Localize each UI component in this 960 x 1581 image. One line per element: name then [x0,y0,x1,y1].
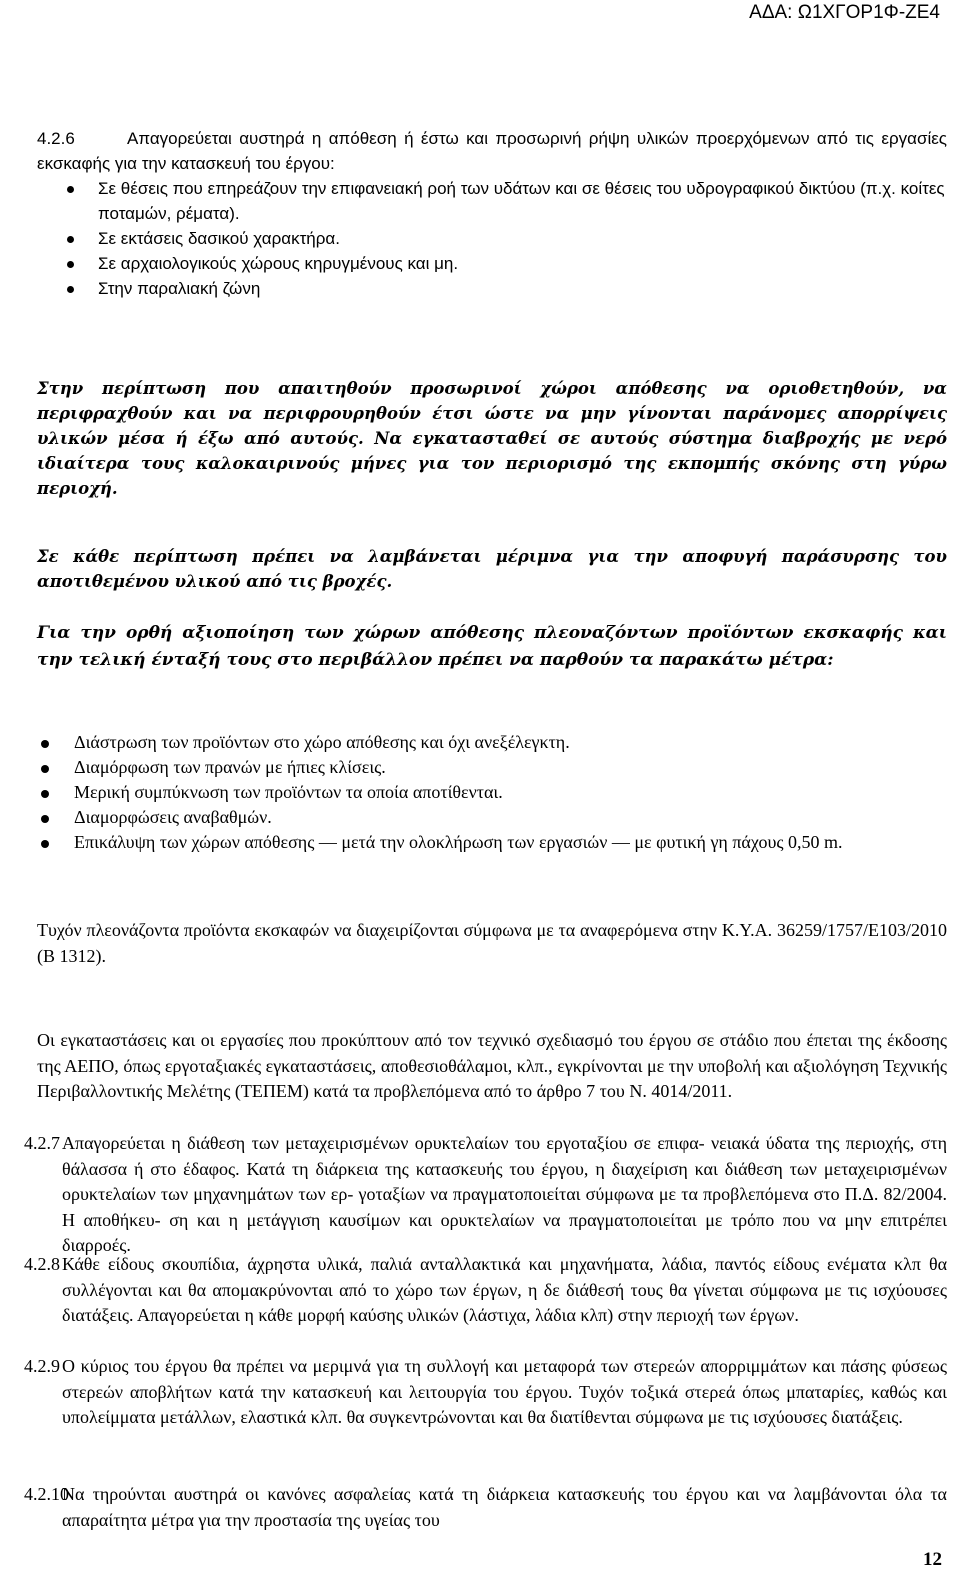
installations-paragraph: Οι εγκαταστάσεις και οι εργασίες που προκύπτουν από τον τεχνικό σχεδιασμό του έργου σε στάδιο που έπεται της έκδοσης της ΑΕΠΟ, όπως εργοταξιακές εγκαταστάσεις, αποθεσιοθάλαμοι, κλπ., εγκρίνονται με την υποβολή και αξιολόγηση Τεχνικής Περιβαλλοντικής Μελέτης (ΤΕΠΕΜ) κατά τα προβλεπόμενα από το άρθρο 7 του Ν. 4014/2011. [37,1030,947,1101]
section-number: 4.2.6 [37,129,75,148]
list-item: Διαμόρφωση των πρανών με ήπιες κλίσεις. [37,755,947,780]
section-4-2-8 [24,1252,947,1329]
section-text: Κάθε είδους σκουπίδια, άχρηστα υλικά, παλιά ανταλλακτικά και μηχανήματα, λάδια, παντός είδους ενέματα κλπ θα συλλέγονται και θα απομακρύνονται από το χώρο των έργων, η δε διάθεσή τους θα γίνεται σύμφωνα με τις ισχύουσες διατάξεις. Απαγορεύεται η κάθε μορφή καύσης υλικών (λάστιχα, λάδια κλπ) στην περιοχή των έργων. [62,1254,947,1325]
temporary-disposal-paragraph: Στην περίπτωση που απαιτηθούν προσωρινοί χώροι απόθεσης να οριοθετηθούν, να περιφραχθούν και να περιφρουρηθούν έτσι ώστε να μην γίνονται παράνομες απορρίψεις υλικών μέσα ή έξω από αυτούς. Να εγκατασταθεί σε αυτούς σύστημα διαβροχής με νερό ιδιαίτερα τους καλοκαιρινούς μήνες για τον περιορισμό της εκπομπής σκόνης στη γύρω περιοχή. [37,379,947,498]
list-item: Επικάλυψη των χώρων απόθεσης — μετά την ολοκλήρωση των εργασιών — με φυτική γη πάχους 0,50 m. [37,830,947,855]
list-item: Στην παραλιακή ζώνη [37,276,947,301]
section-number: 4.2.10 [24,1484,69,1504]
section-intro-text: Απαγορεύεται αυστηρά η απόθεση ή έστω και προσωρινή ρήψη υλικών προερχόμενων από τις εργασίες εκσκαφής για την κατασκευή του έργου: [37,129,947,173]
section-text: Να τηρούνται αυστηρά οι κανόνες ασφαλείας κατά τη διάρκεια κατασκευής του έργου και να λαμβάνονται όλα τα απαραίτητα μέτρα για την προστασία της υγείας του [62,1484,947,1530]
section-number: 4.2.7 [24,1133,60,1153]
prohibited-locations-list [37,176,947,301]
measures-intro-paragraph: Για την ορθή αξιοποίηση των χώρων απόθεσης πλεοναζόντων προϊόντων εκσκαφής και την τελική ένταξή τους στο περιβάλλον πρέπει να παρθούν τα παρακάτω μέτρα: [37,623,947,670]
section-intro [37,126,947,176]
section-text: Ο κύριος του έργου θα πρέπει να μεριμνά για τη συλλογή και μεταφορά των στερεών απορριμμάτων και πάσης φύσεως στερεών αποβλήτων κατά την κατασκευή και λειτουργία του έργου. Τυχόν τοξικά στερεά όπως μπαταρίες, καθώς και υπολείμματα μετάλλων, ελαστικά κλπ. θα συγκεντρώνονται και θα διατίθενται σύμφωνα με τις ισχύουσες διατάξεις. [62,1356,947,1427]
section-number: 4.2.8 [24,1254,60,1274]
section-4-2-7 [24,1131,947,1259]
list-item: Μερική συμπύκνωση των προϊόντων τα οποία αποτίθενται. [37,780,947,805]
list-item: Σε αρχαιολογικούς χώρους κηρυγμένους και μη. [37,251,947,276]
measures-list [37,730,947,855]
rain-protection-paragraph: Σε κάθε περίπτωση πρέπει να λαμβάνεται μέριμνα για την αποφυγή παράσυρσης του αποτιθεμένου υλικού από τις βροχές. [37,547,947,591]
section-4-2-6 [37,126,947,301]
list-item: Διαμορφώσεις αναβαθμών. [37,805,947,830]
section-number: 4.2.9 [24,1356,60,1376]
page-number: 12 [923,1549,942,1570]
section-4-2-9 [24,1354,947,1431]
list-item: Διάστρωση των προϊόντων στο χώρο απόθεσης και όχι ανεξέλεγκτη. [37,730,947,755]
list-item: Σε θέσεις που επηρεάζουν την επιφανειακή ροή των υδάτων και σε θέσεις του υδρογραφικού δικτύου (π.χ. κοίτες ποταμών, ρέματα). [37,176,947,226]
section-4-2-10 [24,1482,947,1533]
ada-code: ΑΔΑ: Ω1ΧΓΟΡ1Φ-ΖΕ4 [749,2,940,23]
section-text: Απαγορεύεται η διάθεση των μεταχειρισμένων ορυκτελαίων του εργοταξίου σε επιφα- νειακά ύδατα της περιοχής, στη θάλασσα ή στο έδαφος. Κατά τη διάρκεια της κατασκευής του έργου, η διαχείριση και διάθεση των μεταχειρισμένων ορυκτελαίων των μηχανημάτων των ερ- γοταξίων να πραγματοποιείται σύμφωνα με τα προβλεπόμενα στο Π.Δ. 82/2004. Η αποθήκευ- ση και η μετάγγιση καυσίμων και ορυκτελαίων να πραγματοποιείται με τρόπο που να μην επιτρέπει διαρροές. [62,1133,947,1255]
surplus-products-paragraph: Τυχόν πλεονάζοντα προϊόντα εκσκαφών να διαχειρίζονται σύμφωνα με τα αναφερόμενα στην Κ.Υ.Α. 36259/1757/Ε103/2010 (Β 1312). [37,920,947,966]
list-item: Σε εκτάσεις δασικού χαρακτήρα. [37,226,947,251]
